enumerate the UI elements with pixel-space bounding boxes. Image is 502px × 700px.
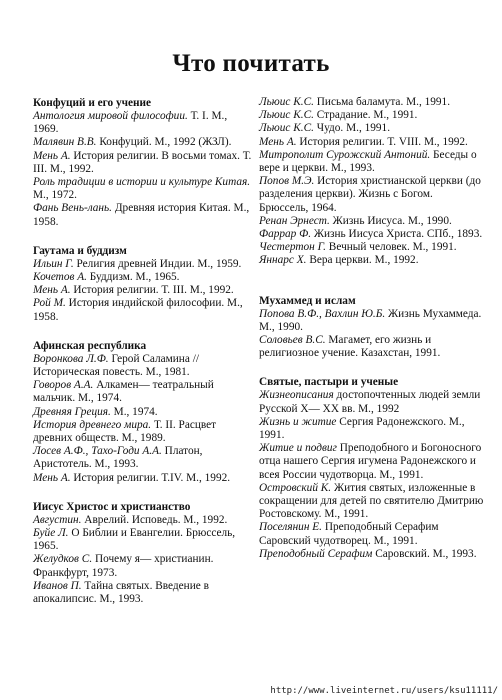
- entry-text: Письма баламута. М., 1991.: [313, 96, 451, 108]
- section-title: Мухаммед и ислам: [259, 294, 356, 307]
- watermark-url: http://www.liveinternet.ru/users/ksu11111/: [270, 686, 498, 696]
- entry-text: Саровский. М., 1993.: [372, 547, 477, 560]
- section-title: Гаутама и буддизм: [33, 244, 127, 257]
- bibliography-entry: [259, 122, 484, 135]
- bibliography-entry: [33, 284, 255, 297]
- entry-text: Жизнь Мухаммеда. М., 1990.: [259, 307, 482, 333]
- entry-text: Алкамен— театральный мальчик. М., 1974.: [33, 379, 214, 405]
- entry-author: Мень А.: [33, 284, 71, 297]
- bibliography-entry: [259, 96, 484, 109]
- right-column: [259, 96, 484, 576]
- bibliography-entry: [259, 215, 484, 228]
- section: [33, 244, 255, 324]
- bibliography-entry: [33, 150, 255, 176]
- entry-text: Беседы о вере и церкви. М., 1993.: [259, 148, 477, 175]
- bibliography-entry: [259, 109, 484, 122]
- section: [259, 96, 484, 268]
- entry-text: Преподобного и Богоносного отца нашего Сергия игумена Радонежского и всея России чудотворца. М., 1991.: [259, 442, 482, 481]
- section: [33, 500, 255, 606]
- entry-author: Фань Вень-лань.: [33, 202, 113, 215]
- entry-author: Древняя Греция.: [33, 405, 111, 418]
- entry-text: Древняя история Китая. М., 1958.: [33, 202, 250, 228]
- bibliography-entry: [259, 389, 484, 415]
- entry-author: Иванов П.: [33, 579, 82, 592]
- bibliography-entry: [33, 553, 255, 579]
- entry-author: Попова В.Ф., Вахлин Ю.Б.: [259, 307, 386, 320]
- entry-text: Вера церкви. М., 1992.: [306, 254, 419, 267]
- entry-author: Ильин Г.: [33, 257, 74, 270]
- entry-text: Т. I. М., 1969.: [33, 110, 228, 136]
- entry-author: Роль традиции в истории и культуре Китая.: [33, 176, 251, 189]
- section: [33, 96, 255, 229]
- entry-text: Вечный человек. М., 1991.: [325, 241, 457, 254]
- entry-text: История христианской церкви (до разделения церкви). Жизнь с Богом. Брюссель, 1964.: [259, 175, 481, 214]
- bibliography-entry: [259, 334, 484, 360]
- bibliography-entry: [259, 548, 484, 561]
- entry-text: Аврелий. Исповедь. М., 1992.: [81, 513, 228, 526]
- entry-text: М., 1974.: [110, 405, 158, 418]
- entry-author: Ренан Эрнест.: [259, 214, 330, 227]
- entry-text: Герой Саламина // Историческая повесть. М., 1981.: [33, 352, 199, 379]
- entry-text: История религии. Т. VIII. М., 1992.: [296, 135, 468, 148]
- entry-text: Жития святых, изложенные в сокращении для детей по святителю Дмитрию Ростовскому. М., 1991.: [259, 481, 484, 521]
- bibliography-entry: [259, 442, 484, 482]
- section: [33, 339, 255, 485]
- entry-author: Честертон Г.: [259, 241, 326, 254]
- entry-text: Конфуций. М., 1992 (ЖЗЛ).: [96, 136, 232, 149]
- bibliography-entry: [33, 176, 255, 202]
- entry-author: Митрополит Сурожский Антоний.: [259, 148, 431, 161]
- bibliography-entry: [259, 308, 484, 334]
- entry-author: Рой М.: [33, 297, 66, 310]
- entry-text: Жизнь Иисуса. М., 1990.: [329, 214, 452, 227]
- bibliography-entry: [33, 202, 255, 228]
- section-title: Иисус Христос и христианство: [33, 500, 191, 513]
- bibliography-entry: [259, 241, 484, 254]
- bibliography-entry: [33, 472, 255, 485]
- entry-author: Льюис К.С.: [259, 122, 314, 135]
- bibliography-entry: [33, 136, 255, 149]
- entry-author: Воронкова Л.Ф.: [33, 352, 109, 365]
- entry-author: Преподобный Серафим: [259, 547, 373, 560]
- entry-text: История религии. Т.IV. М., 1992.: [70, 471, 231, 484]
- entry-text: Жизнь Иисуса Христа. СПб., 1893.: [311, 228, 483, 241]
- bibliography-entry: [33, 580, 255, 606]
- entry-author: Льюис К.С.: [259, 109, 314, 122]
- bibliography-entry: [259, 175, 484, 215]
- entry-author: Августин.: [33, 513, 82, 526]
- page-title: Что почитать: [172, 50, 330, 77]
- entry-text: Почему я— христианин. Франкфурт, 1973.: [33, 553, 214, 579]
- entry-author: Лосев А.Ф., Тахо-Годи А.А.: [33, 445, 162, 458]
- entry-text: Страдание. М., 1991.: [313, 109, 418, 122]
- entry-text: Тайна святых. Введение в апокалипсис. М., 1993.: [33, 579, 209, 606]
- bibliography-entry: [33, 379, 255, 405]
- bibliography-entry: [33, 353, 255, 379]
- entry-author: Говоров А.А.: [33, 379, 94, 392]
- entry-author: Островский К.: [259, 481, 332, 494]
- entry-text: Платон, Аристотель. М., 1993.: [33, 445, 203, 471]
- bibliography-entry: [33, 419, 255, 445]
- entry-text: История религии. В восьми томах. Т. III. М., 1992.: [33, 149, 252, 175]
- bibliography-entry: [33, 406, 255, 419]
- entry-author: Поселянин Е.: [259, 521, 322, 534]
- left-column: [33, 96, 255, 621]
- section-title: Конфуций и его учение: [33, 97, 152, 109]
- entry-text: достопочтенных людей земли Русской X— XX вв. М., 1992: [259, 389, 481, 415]
- bibliography-entry: [259, 149, 484, 175]
- entry-text: Т. II. Расцвет древних обществ. М., 1989.: [33, 418, 217, 445]
- bibliography-entry: [33, 527, 255, 553]
- entry-author: Жизнеописания: [259, 389, 334, 402]
- entry-text: Преподобный Серафим Саровский чудотворец. М., 1991.: [259, 521, 439, 547]
- entry-author: Яннарс Х.: [259, 254, 307, 267]
- entry-author: Жизнь и житие: [259, 415, 337, 428]
- section: [259, 294, 484, 361]
- entry-author: Льюис К.С.: [259, 96, 314, 108]
- entry-author: Соловьев В.С.: [259, 334, 326, 347]
- entry-text: Чудо. М., 1991.: [313, 122, 391, 135]
- entry-author: Мень А.: [33, 471, 71, 484]
- bibliography-entry: [33, 271, 255, 284]
- bibliography-entry: [259, 254, 484, 267]
- entry-author: Мень А.: [259, 135, 297, 148]
- bibliography-entry: [259, 482, 484, 522]
- bibliography-entry: [33, 514, 255, 527]
- bibliography-entry: [33, 110, 255, 136]
- entry-author: Кочетов А.: [33, 271, 87, 284]
- entry-author: Малявин В.В.: [33, 136, 97, 149]
- section-title: Святые, пастыри и ученые: [259, 376, 399, 389]
- entry-author: Мень А.: [33, 149, 71, 162]
- bibliography-entry: [259, 521, 484, 547]
- bibliography-entry: [33, 297, 255, 323]
- entry-text: Сергия Радонежского. М., 1991.: [259, 415, 465, 442]
- entry-author: Буйе Л.: [33, 527, 69, 540]
- entry-text: Религия древней Индии. М., 1959.: [73, 257, 242, 270]
- entry-author: История древнего мира.: [33, 418, 152, 431]
- bibliography-entry: [33, 258, 255, 271]
- entry-author: Житие и подвиг: [259, 442, 337, 455]
- bibliography-entry: [259, 136, 484, 149]
- entry-text: Магамет, его жизнь и религиозное учение. Казахстан, 1991.: [259, 334, 441, 360]
- entry-text: О Библии и Евангелии. Брюссель, 1965.: [33, 527, 236, 553]
- entry-text: Буддизм. М., 1965.: [86, 271, 180, 284]
- entry-text: М., 1972.: [33, 189, 77, 202]
- entry-text: История религии. Т. III. М., 1992.: [70, 284, 234, 297]
- entry-author: Антология мировой философии.: [33, 110, 188, 122]
- section: [259, 375, 484, 561]
- bibliography-entry: [259, 416, 484, 442]
- bibliography-entry: [33, 445, 255, 471]
- entry-author: Попов М.Э.: [259, 175, 315, 188]
- bibliography-entry: [259, 228, 484, 241]
- entry-author: Фаррар Ф.: [259, 228, 312, 241]
- section-title: Афинская республика: [33, 339, 147, 352]
- entry-text: История индийской философии. М., 1958.: [33, 297, 243, 323]
- entry-author: Желудков С.: [33, 553, 93, 566]
